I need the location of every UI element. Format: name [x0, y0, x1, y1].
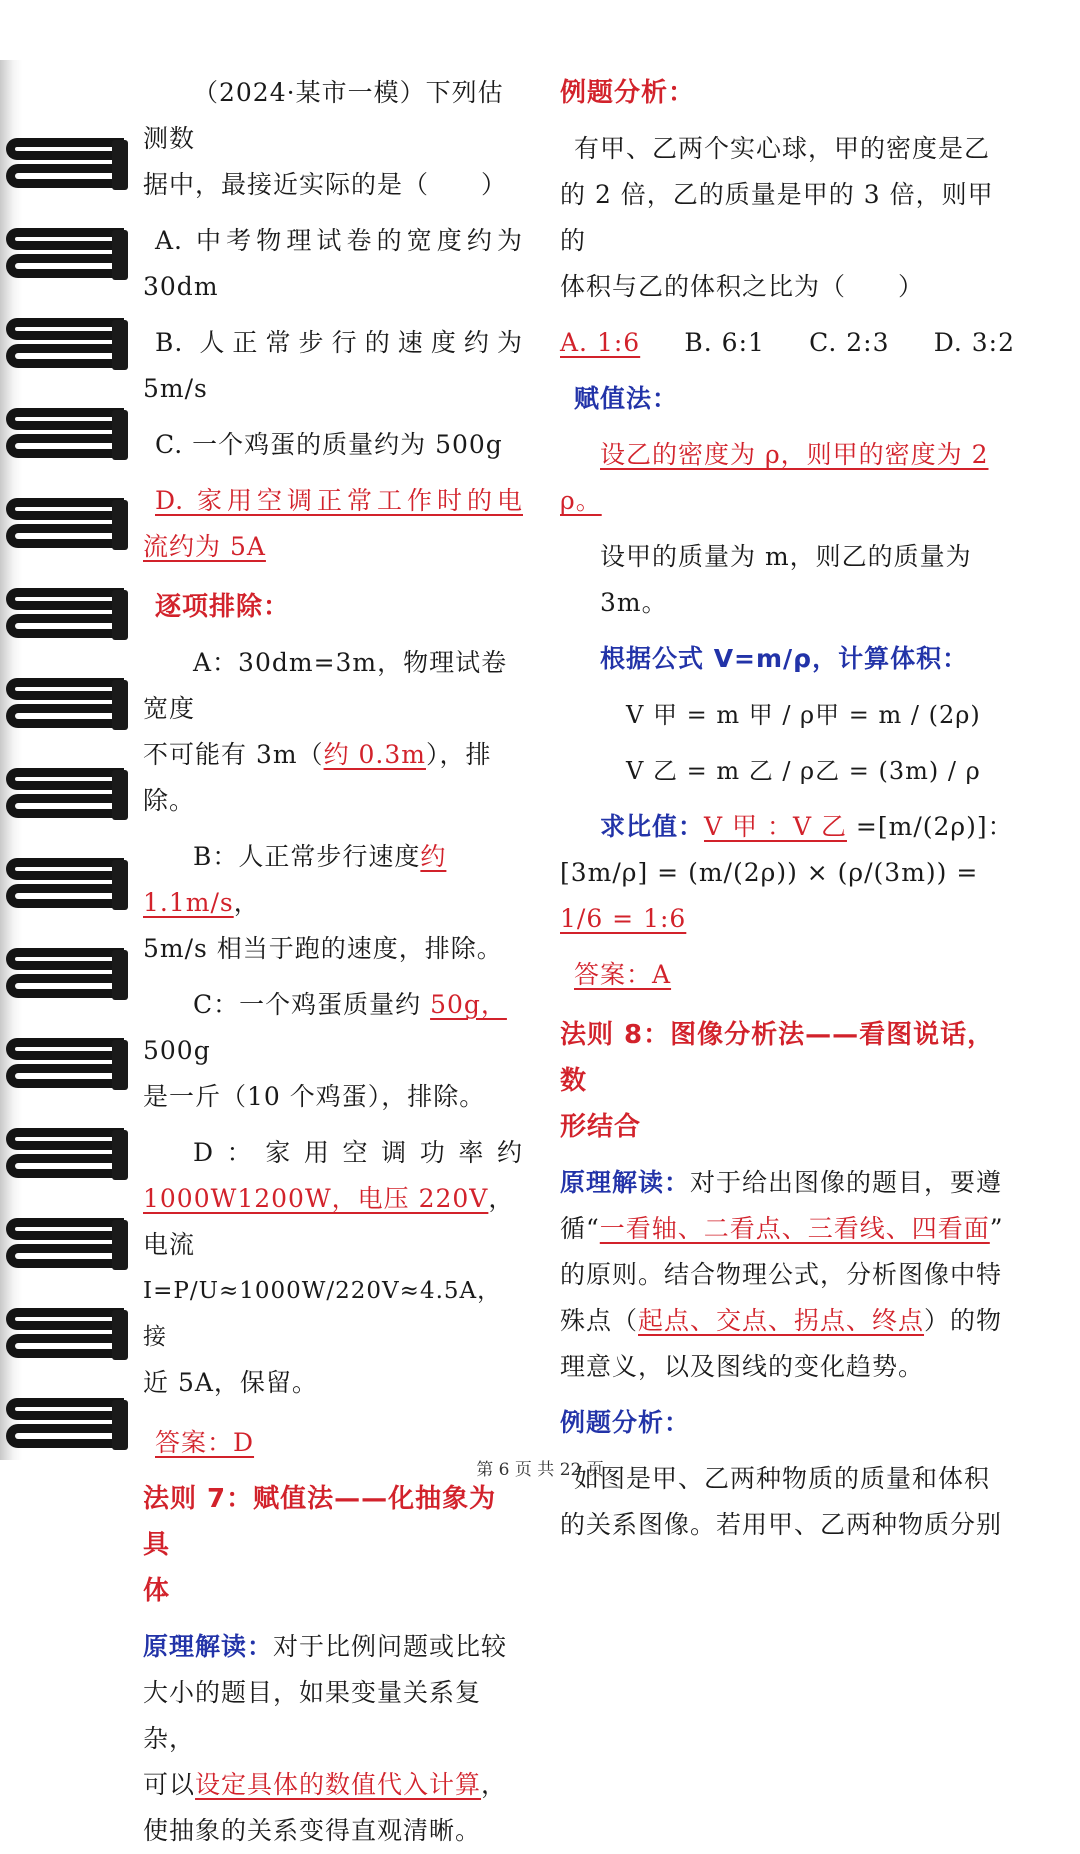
question2-line: 的关系图像。若用甲、乙两种物质分别	[560, 1510, 1003, 1539]
spiral-coil	[6, 318, 124, 370]
spiral-coil	[6, 678, 124, 730]
principle-line	[560, 1206, 1018, 1252]
binding-hole	[112, 1220, 128, 1270]
principle-line: 的原则。结合物理公式，分析图像中特	[560, 1260, 1003, 1289]
principle-line	[560, 1160, 1018, 1206]
analysis-d-cont	[143, 1176, 523, 1268]
analysis-d-end: 近 5A，保留。	[143, 1368, 318, 1397]
ratio-label: 求比值：	[600, 812, 705, 841]
principle-line	[143, 1624, 523, 1670]
assume-line	[560, 432, 1018, 478]
analysis-c-cont: 是一斤（10 个鸡蛋），排除。	[143, 1082, 486, 1111]
option-b-cont: 5m/s	[143, 374, 208, 403]
option-b: B. 6:1	[684, 328, 765, 357]
option-d: D. 3:2	[933, 328, 1015, 357]
spiral-coil	[6, 948, 124, 1000]
assume-text-cont: ρ。	[560, 486, 602, 515]
text: ，电流	[143, 1184, 515, 1259]
page-footer: 第 6 页 共 22 页	[476, 1460, 604, 1480]
ratio-result-text: 1/6 = 1:6	[560, 904, 687, 933]
ratio-highlight: V 甲 ：V 乙	[704, 812, 847, 841]
binding-hole	[112, 500, 128, 550]
highlight-value: 约 1.1m/s	[143, 842, 447, 917]
highlight-value: 一看轴、二看点、三看线、四看面	[599, 1214, 990, 1243]
left-column	[143, 70, 523, 1854]
option-a: A. 1:6	[560, 328, 641, 357]
binding-hole	[112, 590, 128, 640]
options-row	[560, 320, 1015, 366]
volume-jia: V 甲 = m 甲 / ρ甲 = m / (2ρ)	[626, 701, 981, 729]
analysis-d: D：家用空调功率约	[193, 1138, 523, 1167]
question2-line: 如图是甲、乙两种物质的质量和体积	[574, 1464, 991, 1493]
analysis-b-cont: 5m/s 相当于跑的速度，排除。	[143, 934, 503, 963]
highlight-value: 约 0.3m	[323, 740, 426, 769]
answer	[560, 952, 1018, 998]
question-line: 据中，最接近实际的是（ ）	[143, 170, 508, 199]
binding-hole	[112, 770, 128, 820]
spiral-coil	[6, 1398, 124, 1450]
principle-line: 大小的题目，如果变量关系复杂，	[143, 1678, 482, 1753]
spiral-coil	[6, 498, 124, 550]
example-heading: 例题分析：	[560, 78, 696, 108]
law7-title: 法则 7：赋值法——化抽象为具	[143, 1484, 497, 1560]
assume-mass: 设甲的质量为 m，则乙的质量为 3m。	[600, 542, 972, 617]
spiral-coil	[6, 1308, 124, 1360]
spiral-coil	[6, 228, 124, 280]
volume-yi: V 乙 = m 乙 / ρ乙 = (3m) / ρ	[626, 757, 981, 785]
spiral-coil	[6, 768, 124, 820]
question-line: 的 2 倍，乙的质量是甲的 3 倍，则甲的	[560, 180, 994, 255]
binding-hole	[112, 680, 128, 730]
text: ）的物	[924, 1306, 1003, 1335]
law7-title-cont: 体	[143, 1576, 171, 1606]
option-d-text-cont: 流约为 5A	[143, 532, 266, 561]
option-c: C. 一个鸡蛋的质量约为 500g	[155, 430, 503, 459]
text: C：一个鸡蛋质量约	[193, 990, 431, 1019]
analysis-b	[143, 834, 523, 926]
option-d-text: D. 家用空调正常工作时的电	[155, 486, 523, 515]
text: B：人正常步行速度	[193, 842, 421, 871]
principle-label: 原理解读：	[143, 1632, 274, 1661]
binding-hole	[112, 320, 128, 370]
analysis-a: A：30dm=3m，物理试卷宽度	[143, 648, 508, 723]
spiral-coil	[6, 588, 124, 640]
right-column	[560, 70, 1018, 1548]
formula-heading: 根据公式 V=m/ρ，计算体积：	[600, 644, 969, 673]
ratio-result	[560, 896, 1018, 942]
text: 殊点（	[560, 1306, 639, 1335]
spiral-coil	[6, 1128, 124, 1180]
answer-text: 答案：D	[155, 1428, 255, 1457]
text: 不可能有 3m（	[143, 740, 324, 769]
option-d-cont	[143, 524, 523, 570]
binding-hole	[112, 410, 128, 460]
question-line: 体积与乙的体积之比为（ ）	[560, 272, 925, 301]
highlight-value: 50g，	[430, 990, 507, 1019]
binding-hole	[112, 860, 128, 910]
principle-line	[560, 1298, 1018, 1344]
option-c: C. 2:3	[809, 328, 890, 357]
binding-hole	[112, 230, 128, 280]
binding-hole	[112, 1040, 128, 1090]
principle-line	[143, 1762, 523, 1808]
text: ，	[481, 1770, 508, 1799]
assume-text: 设乙的密度为 ρ，则甲的密度为 2	[600, 440, 989, 469]
spiral-coil	[6, 138, 124, 190]
text: 500g	[143, 1036, 211, 1065]
ratio-line	[560, 804, 1018, 850]
analysis-c	[143, 982, 523, 1074]
law8-title-cont: 形结合	[560, 1112, 642, 1142]
option-b: B. 人正常步行的速度约为	[155, 328, 523, 357]
principle-label: 原理解读：	[560, 1168, 691, 1197]
binding-hole	[112, 1130, 128, 1180]
text: 对于比例问题或比较	[273, 1632, 508, 1661]
spiral-coil	[6, 1218, 124, 1270]
method-heading: 赋值法：	[574, 384, 679, 413]
principle-line: 理意义，以及图线的变化趋势。	[560, 1352, 925, 1381]
ratio-line-cont: [3m/ρ] = (m/(2ρ)) × (ρ/(3m)) =	[560, 858, 979, 887]
text: ），排除。	[143, 740, 492, 815]
binding-hole	[112, 950, 128, 1000]
option-a-cont: 30dm	[143, 272, 219, 301]
question-line: 有甲、乙两个实心球，甲的密度是乙	[574, 134, 991, 163]
analysis-d-formula: I=P/U≈1000W/220V≈4.5A，接	[143, 1278, 502, 1350]
spiral-coil	[6, 858, 124, 910]
text: =[m/(2ρ)]：	[846, 812, 1014, 841]
binding-hole	[112, 140, 128, 190]
law8-title: 法则 8：图像分析法——看图说话，数	[560, 1020, 995, 1096]
option-d	[143, 478, 523, 524]
analysis-a-cont	[143, 732, 523, 824]
option-a: A. 中考物理试卷的宽度约为	[155, 226, 523, 255]
text: 对于给出图像的题目，要遵	[690, 1168, 1003, 1197]
binding-hole	[112, 1400, 128, 1450]
answer-text: 答案：A	[574, 960, 672, 989]
text: ”	[989, 1214, 1004, 1243]
binding-hole	[112, 1310, 128, 1360]
eliminate-heading: 逐项排除：	[155, 592, 291, 622]
text: 可以	[143, 1770, 196, 1799]
spiral-coil	[6, 408, 124, 460]
text: ，	[233, 888, 260, 917]
principle-line: 使抽象的关系变得直观清晰。	[143, 1816, 482, 1845]
highlight-value: 1000W1200W，电压 220V	[143, 1184, 489, 1213]
question-line: （2024·某市一模）下列估测数	[143, 78, 504, 153]
spiral-binding	[0, 0, 140, 1527]
spiral-coil	[6, 1038, 124, 1090]
text: 循“	[560, 1214, 600, 1243]
assume-line-cont	[560, 478, 1018, 524]
highlight-value: 起点、交点、拐点、终点	[638, 1306, 925, 1335]
highlight-value: 设定具体的数值代入计算	[195, 1770, 482, 1799]
example2-heading: 例题分析：	[560, 1408, 691, 1437]
